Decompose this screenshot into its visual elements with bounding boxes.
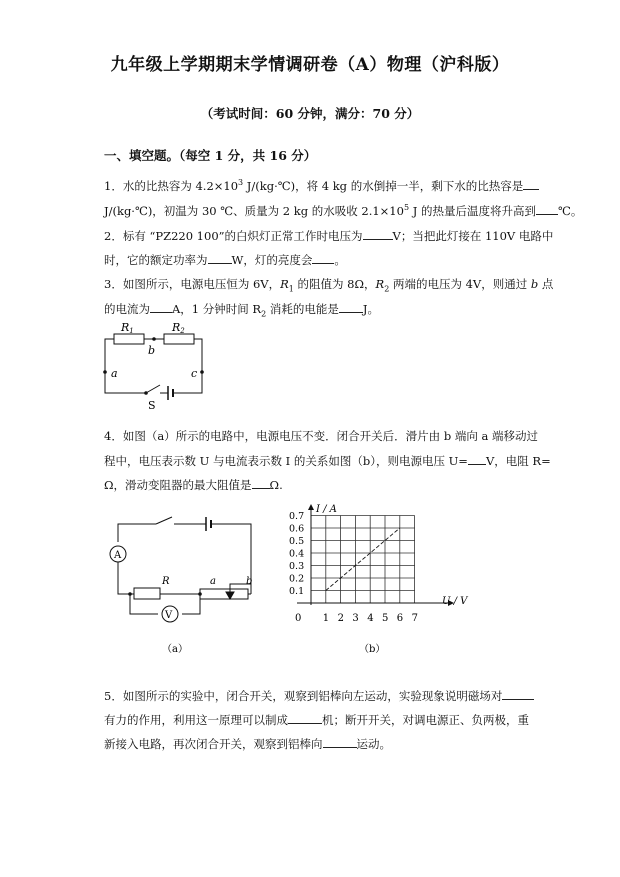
switch-symbol	[156, 517, 172, 524]
label-end-b: b	[246, 576, 253, 587]
label-ammeter: A	[114, 550, 122, 561]
label-switch-s: S	[148, 399, 156, 412]
figure-b-caption: （b）	[359, 644, 386, 655]
y-axis-arrow	[308, 504, 314, 510]
label-point-b: b	[148, 344, 156, 357]
label-r2: R2	[172, 321, 185, 335]
figure-a-caption: （a）	[162, 644, 188, 655]
y-tick-label: 0.4	[289, 548, 305, 560]
answer-blank[interactable]	[208, 251, 232, 264]
series-line	[326, 528, 400, 591]
y-tick-label: 0.5	[289, 536, 305, 547]
x-tick-label: 3	[352, 613, 359, 624]
x-tick-label: 4	[367, 613, 374, 624]
origin-label: 0	[295, 613, 302, 624]
answer-blank[interactable]	[150, 300, 172, 313]
page-title: 九年级上学期期末学情调研卷（A）物理（沪科版）	[110, 55, 510, 75]
resistor-r2-symbol	[164, 334, 194, 344]
y-tick-label: 0.1	[289, 586, 305, 597]
q3-circuit-diagram	[98, 318, 218, 413]
y-axis-label: I / A	[316, 504, 337, 515]
q4-line-1: 4．如图（a）所示的电路中，电源电压不变．闭合开关后．滑片由 b 端向 a 端移动过	[104, 429, 539, 443]
q5-line-2: 有力的作用，利用这一原理可以制成 机；断开开关，对调电源正、负两极，重	[104, 713, 529, 727]
label-r1: R1	[121, 321, 134, 335]
x-tick-label: 1	[322, 613, 330, 624]
q3-line-2: 的电流为 A，1 分钟时间 $R_2$ 消耗的电能是 J。	[104, 302, 379, 319]
q5-line-1: 5．如图所示的实验中，闭合开关，观察到铝棒向左运动，实验现象说明磁场对	[104, 687, 534, 704]
q2-line-2: 时，它的额定功率为 W，灯的亮度会 。	[104, 253, 346, 267]
answer-blank[interactable]	[252, 476, 270, 489]
resistor-r1-symbol	[114, 334, 144, 344]
x-axis-label: U / V	[442, 596, 468, 607]
q4-circuit-diagram-a	[106, 512, 266, 657]
y-tick-label: 0.3	[289, 561, 305, 572]
q3-line-1: 3．如图所示，电源电压恒为 6V，$R_1$ 的阻值为 8Ω，$R_2$ 两端的电压为 4V，则通过 b 点	[104, 277, 554, 294]
label-resistor-r: R	[162, 576, 170, 587]
q2-line-1: 2．标有 “PZ220 100”的白炽灯正常工作时电压为 V；当把此灯接在 110V 电路中	[104, 229, 554, 243]
label-point-a: a	[111, 367, 118, 380]
switch-s-symbol	[146, 385, 160, 393]
y-tick-label: 0.7	[289, 511, 305, 522]
section-heading-fill-blank: 一、填空题。（每空 1 分，共 16 分）	[104, 148, 317, 163]
answer-blank[interactable]	[536, 202, 558, 215]
rheostat-symbol	[200, 589, 248, 599]
q1-line-2: J/(kg·℃)，初温为 30 ℃、质量为 2 kg 的水吸收 $2.1\times 10^5$ J 的热量后温度将升高到 ℃。	[104, 203, 583, 218]
answer-blank[interactable]	[523, 177, 539, 190]
answer-blank[interactable]	[468, 452, 486, 465]
q4-iu-graph-b	[282, 500, 482, 660]
x-tick-label: 7	[411, 613, 418, 624]
x-tick-label: 5	[382, 613, 389, 624]
q5-line-3: 新接入电路，再次闭合开关，观察到铝棒向 运动。	[104, 737, 391, 751]
q4-line-2: 程中，电压表示数 U 与电流表示数 I 的关系如图（b），则电源电压 U= V，电阻 R=	[104, 454, 551, 468]
answer-blank[interactable]	[323, 735, 357, 748]
answer-blank[interactable]	[363, 227, 393, 240]
answer-blank[interactable]	[312, 251, 334, 264]
y-tick-label: 0.2	[289, 573, 305, 585]
resistor-r-symbol	[134, 588, 160, 599]
label-point-c: c	[191, 367, 198, 380]
q1-line-1: 1．水的比热容为 $4.2\times 10^3$ J/(kg·℃)，将 4 kg 的水倒掉一半，剩下水的比热容是	[104, 177, 539, 194]
y-tick-label: 0.6	[289, 523, 305, 535]
x-tick-label: 2	[337, 613, 344, 624]
answer-blank[interactable]	[502, 687, 534, 700]
q4-line-3: Ω，滑动变阻器的最大阻值是 Ω.	[104, 478, 283, 492]
answer-blank[interactable]	[339, 300, 363, 313]
label-voltmeter: V	[165, 610, 173, 621]
label-end-a: a	[210, 576, 216, 587]
exam-info: （考试时间：60 分钟，满分：70 分）	[200, 106, 420, 121]
answer-blank[interactable]	[288, 711, 322, 724]
x-tick-label: 6	[396, 613, 404, 624]
